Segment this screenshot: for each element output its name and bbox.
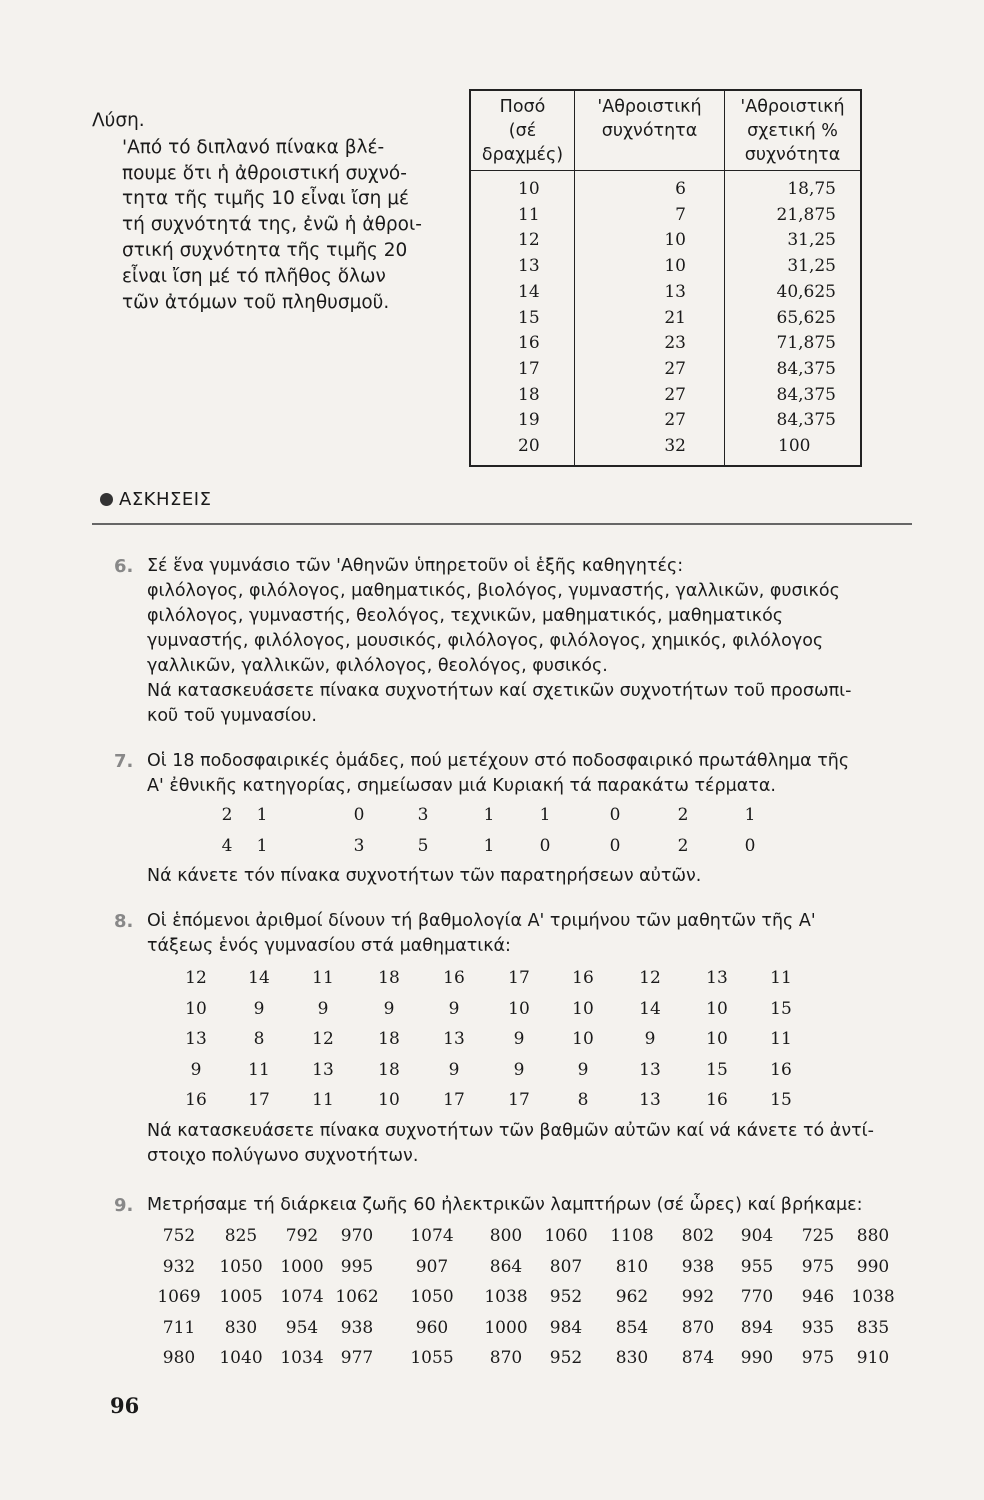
number-value: 10 — [706, 998, 728, 1019]
number-value: 12 — [185, 968, 207, 988]
solution-line: πουμε ὅτι ἡ ἀθροιστική συχνό- — [122, 162, 407, 184]
number-value: 13 — [639, 1059, 661, 1080]
table-cell: 19 — [470, 408, 575, 434]
number-value: 810 — [615, 1256, 649, 1277]
number-value: 1005 — [219, 1287, 263, 1307]
exercise-line: Μετρήσαμε τή διάρκεια ζωῆς 60 ἠλεκτρικῶν λαμπτήρων (σέ ὧρες) καί βρήκαμε: — [147, 1195, 863, 1215]
table-cell: 15 — [470, 306, 575, 332]
lamp-hours-row — [147, 1224, 914, 1255]
header-cumulative-relative-frequency: 'Αθροιστική σχετική % συχνότητα — [725, 90, 862, 171]
number-value: 980 — [162, 1348, 196, 1368]
number-value: 9 — [644, 1029, 656, 1049]
number-value: 2 — [221, 805, 233, 825]
number-value: 946 — [801, 1287, 835, 1307]
number-value: 16 — [443, 968, 465, 988]
number-value: 792 — [285, 1226, 319, 1246]
number-value: 10 — [572, 998, 594, 1019]
exercise-number: 7. — [114, 751, 134, 772]
number-value: 9 — [253, 998, 265, 1019]
number-value: 9 — [513, 1029, 525, 1049]
solution-line: τητα τῆς τιμῆς 10 εἶναι ἴση μέ — [122, 188, 410, 210]
number-value: 1055 — [410, 1348, 454, 1368]
table-cell: 13 — [575, 280, 725, 306]
number-value: 12 — [639, 968, 661, 988]
exercise-number: 6. — [114, 556, 134, 577]
number-value: 1060 — [544, 1226, 588, 1246]
table-row — [470, 171, 861, 203]
number-value: 907 — [415, 1256, 449, 1277]
exercise-number: 9. — [114, 1195, 134, 1216]
table-cell: 12 — [470, 228, 575, 254]
solution-line: στική συχνότητα τῆς τιμῆς 20 — [122, 239, 408, 261]
solution-line: εἶναι ἴση μέ τό πλῆθος ὅλων — [122, 265, 386, 287]
table-cell: 17 — [470, 357, 575, 383]
number-value: 13 — [706, 968, 728, 988]
number-value: 1038 — [851, 1287, 895, 1307]
number-value: 11 — [248, 1059, 270, 1080]
section-heading: ΑΣΚΗΣΕΙΣ — [100, 489, 211, 510]
number-value: 975 — [801, 1348, 835, 1368]
exercise-line: Νά κατασκευάσετε πίνακα συχνοτήτων τῶν βαθμῶν αὐτῶν καί νά κάνετε τό ἀντί- — [147, 1120, 874, 1141]
table-cell: 84,375 — [725, 408, 862, 434]
table-cell: 27 — [575, 408, 725, 434]
number-value: 725 — [801, 1226, 835, 1246]
number-value: 18 — [378, 1059, 400, 1080]
number-value: 14 — [639, 998, 661, 1019]
number-value: 15 — [770, 1090, 792, 1110]
table-cell: 10 — [470, 171, 575, 203]
number-value: 0 — [744, 835, 756, 856]
number-value: 825 — [224, 1226, 258, 1246]
number-value: 16 — [770, 1059, 792, 1080]
table-cell: 10 — [575, 254, 725, 280]
number-value: 9 — [448, 998, 460, 1019]
table-row — [470, 357, 861, 383]
number-value: 18 — [378, 1029, 400, 1049]
table-cell: 84,375 — [725, 383, 862, 409]
number-value: 11 — [770, 968, 792, 988]
number-value: 14 — [248, 968, 270, 988]
number-value: 1050 — [219, 1256, 263, 1277]
header-amount: Ποσό (σέ δραχμές) — [470, 90, 575, 171]
table-row — [470, 280, 861, 306]
exercise-line: τάξεως ἑνός γυμνασίου στά μαθηματικά: — [147, 936, 511, 956]
exercise-number: 8. — [114, 911, 134, 932]
number-value: 1050 — [410, 1287, 454, 1307]
number-value: 3 — [353, 835, 365, 856]
exercise-7 — [114, 749, 914, 889]
number-value: 1 — [483, 805, 495, 825]
number-value: 938 — [340, 1317, 374, 1338]
number-value: 11 — [770, 1029, 792, 1049]
number-value: 800 — [489, 1226, 523, 1246]
table-row — [470, 203, 861, 229]
number-value: 1 — [256, 835, 268, 856]
table-cell: 7 — [575, 203, 725, 229]
number-value: 938 — [681, 1256, 715, 1277]
number-value: 13 — [312, 1059, 334, 1080]
number-value: 15 — [706, 1059, 728, 1080]
number-value: 1 — [744, 805, 756, 825]
exercise-9 — [114, 1193, 914, 1377]
exercise-line: κοῦ τοῦ γυμνασίου. — [147, 706, 317, 726]
table-cell: 23 — [575, 331, 725, 357]
number-value: 10 — [706, 1029, 728, 1049]
exercise-line: φιλόλογος, φιλόλογος, μαθηματικός, βιολόγος, γυμναστής, γαλλικῶν, φυσικός — [147, 581, 840, 601]
exercise-6 — [114, 554, 914, 729]
number-value: 10 — [508, 998, 530, 1019]
number-value: 977 — [340, 1348, 374, 1368]
number-value: 970 — [340, 1226, 374, 1246]
number-value: 954 — [285, 1317, 319, 1338]
number-value: 835 — [856, 1317, 890, 1338]
number-value: 16 — [572, 968, 594, 988]
table-row — [470, 306, 861, 332]
number-value: 18 — [378, 968, 400, 988]
table-cell: 16 — [470, 331, 575, 357]
grades-row — [147, 1088, 914, 1119]
table-cell: 13 — [470, 254, 575, 280]
number-value: 854 — [615, 1317, 649, 1338]
number-value: 3 — [417, 805, 429, 825]
goals-row — [147, 834, 914, 865]
table-cell: 31,25 — [725, 254, 862, 280]
lamp-hours-row — [147, 1346, 914, 1377]
number-value: 960 — [415, 1317, 449, 1338]
number-value: 952 — [549, 1348, 583, 1368]
number-value: 874 — [681, 1348, 715, 1368]
number-value: 870 — [681, 1317, 715, 1338]
number-value: 962 — [615, 1287, 649, 1307]
number-value: 1108 — [610, 1226, 654, 1246]
table-cell: 20 — [470, 434, 575, 466]
number-value: 952 — [549, 1287, 583, 1307]
exercise-line: Α' ἐθνικῆς κατηγορίας, σημείωσαν μιά Κυριακή τά παρακάτω τέρματα. — [147, 776, 776, 796]
exercise-line: Οἱ 18 ποδοσφαιρικές ὁμάδες, πού μετέχουν στό ποδοσφαιρικό πρωτάθλημα τῆς — [147, 751, 850, 771]
number-value: 0 — [353, 805, 365, 825]
number-value: 935 — [801, 1317, 835, 1338]
number-value: 830 — [615, 1348, 649, 1368]
number-value: 17 — [443, 1090, 465, 1110]
table-cell: 27 — [575, 383, 725, 409]
lamp-hours-row — [147, 1255, 914, 1286]
number-value: 1 — [483, 835, 495, 856]
number-value: 1 — [256, 805, 268, 825]
table-row — [470, 331, 861, 357]
table-row — [470, 254, 861, 280]
section-divider — [92, 523, 912, 525]
solution-line: 'Από τό διπλανό πίνακα βλέ- — [122, 136, 385, 158]
number-value: 17 — [508, 968, 530, 988]
number-value: 11 — [312, 968, 334, 988]
number-value: 932 — [162, 1256, 196, 1277]
table-cell: 18 — [470, 383, 575, 409]
number-value: 1040 — [219, 1348, 263, 1368]
number-value: 0 — [539, 835, 551, 856]
number-value: 711 — [162, 1317, 196, 1338]
number-value: 904 — [740, 1226, 774, 1246]
number-value: 5 — [417, 835, 429, 856]
number-value: 10 — [185, 998, 207, 1019]
number-value: 8 — [577, 1090, 589, 1110]
number-value: 16 — [706, 1090, 728, 1110]
number-value: 8 — [253, 1029, 265, 1049]
number-value: 9 — [383, 998, 395, 1019]
table-cell: 32 — [575, 434, 725, 466]
number-value: 802 — [681, 1226, 715, 1246]
number-value: 2 — [677, 805, 689, 825]
number-value: 9 — [317, 998, 329, 1019]
table-row — [470, 408, 861, 434]
number-value: 1074 — [410, 1226, 454, 1246]
number-value: 1000 — [280, 1256, 324, 1277]
table-row — [470, 228, 861, 254]
number-value: 880 — [856, 1226, 890, 1246]
table-cell: 21 — [575, 306, 725, 332]
number-value: 13 — [639, 1090, 661, 1110]
header-cumulative-frequency: 'Αθροιστική συχνότητα — [575, 90, 725, 171]
number-value: 990 — [740, 1348, 774, 1368]
number-value: 992 — [681, 1287, 715, 1307]
number-value: 10 — [572, 1029, 594, 1049]
number-value: 9 — [513, 1059, 525, 1080]
goals-row — [147, 803, 914, 834]
lamp-hours-row — [147, 1285, 914, 1316]
number-value: 864 — [489, 1256, 523, 1277]
solution-line: τή συχνότητά της, ἐνῶ ἡ ἀθροι- — [122, 214, 422, 236]
table-row — [470, 434, 861, 466]
number-value: 9 — [190, 1059, 202, 1080]
number-value: 17 — [508, 1090, 530, 1110]
grades-row — [147, 1027, 914, 1058]
number-value: 1069 — [157, 1287, 201, 1307]
table-cell: 100 — [725, 434, 862, 466]
number-value: 770 — [740, 1287, 774, 1307]
table-cell: 18,75 — [725, 171, 862, 203]
exercise-line: Νά κάνετε τόν πίνακα συχνοτήτων τῶν παρατηρήσεων αὐτῶν. — [147, 866, 702, 886]
table-cell: 71,875 — [725, 331, 862, 357]
exercise-8 — [114, 909, 914, 1169]
number-value: 984 — [549, 1317, 583, 1338]
number-value: 1034 — [280, 1348, 324, 1368]
number-value: 752 — [162, 1226, 196, 1246]
number-value: 1000 — [484, 1317, 528, 1338]
number-value: 830 — [224, 1317, 258, 1338]
number-value: 0 — [609, 805, 621, 825]
solution-line: τῶν ἀτόμων τοῦ πληθυσμοῦ. — [122, 291, 390, 313]
solution-block — [92, 108, 452, 315]
number-value: 15 — [770, 998, 792, 1019]
number-value: 1038 — [484, 1287, 528, 1307]
exercise-line: γαλλικῶν, γαλλικῶν, φιλόλογος, θεολόγος, φυσικός. — [147, 656, 608, 676]
number-value: 1074 — [280, 1287, 324, 1307]
table-cell: 21,875 — [725, 203, 862, 229]
number-value: 13 — [185, 1029, 207, 1049]
solution-title: Λύση. — [92, 110, 145, 131]
number-value: 975 — [801, 1256, 835, 1277]
number-value: 10 — [378, 1090, 400, 1110]
number-value: 870 — [489, 1348, 523, 1368]
number-value: 9 — [577, 1059, 589, 1080]
cumulative-frequency-table — [469, 89, 862, 467]
number-value: 11 — [312, 1090, 334, 1110]
exercise-line: γυμναστής, φιλόλογος, μουσικός, φιλόλογος, φιλόλογος, χημικός, φιλόλογος — [147, 631, 824, 651]
table-cell: 10 — [575, 228, 725, 254]
number-value: 894 — [740, 1317, 774, 1338]
table-cell: 27 — [575, 357, 725, 383]
bullet-icon — [100, 493, 113, 506]
table-cell: 84,375 — [725, 357, 862, 383]
table-cell: 65,625 — [725, 306, 862, 332]
number-value: 16 — [185, 1090, 207, 1110]
grades-row — [147, 1058, 914, 1089]
exercise-line: Νά κατασκευάσετε πίνακα συχνοτήτων καί σχετικῶν συχνοτήτων τοῦ προσωπι- — [147, 681, 852, 701]
number-value: 9 — [448, 1059, 460, 1080]
lamp-hours-row — [147, 1316, 914, 1347]
number-value: 2 — [677, 835, 689, 856]
exercise-line: φιλόλογος, γυμναστής, θεολόγος, τεχνικῶν, μαθηματικός, μαθηματικός — [147, 606, 784, 626]
exercise-line: στοιχο πολύγωνο συχνοτήτων. — [147, 1145, 419, 1166]
number-value: 4 — [221, 835, 233, 856]
table-cell: 11 — [470, 203, 575, 229]
number-value: 1062 — [335, 1287, 379, 1307]
table-row — [470, 383, 861, 409]
table-cell: 14 — [470, 280, 575, 306]
number-value: 995 — [340, 1256, 374, 1277]
number-value: 910 — [856, 1348, 890, 1368]
table-cell: 31,25 — [725, 228, 862, 254]
number-value: 17 — [248, 1090, 270, 1110]
table-cell: 6 — [575, 171, 725, 203]
number-value: 955 — [740, 1256, 774, 1277]
solution-text — [92, 135, 452, 316]
page-number: 96 — [110, 1393, 140, 1418]
number-value: 0 — [609, 835, 621, 856]
exercise-line: Οἱ ἑπόμενοι ἀριθμοί δίνουν τή βαθμολογία Α' τριμήνου τῶν μαθητῶν τῆς Α' — [147, 911, 816, 931]
number-value: 13 — [443, 1029, 465, 1049]
grades-row — [147, 966, 914, 997]
number-value: 807 — [549, 1256, 583, 1277]
grades-row — [147, 997, 914, 1028]
number-value: 990 — [856, 1256, 890, 1277]
exercise-line: Σέ ἕνα γυμνάσιο τῶν 'Αθηνῶν ὑπηρετοῦν οἱ ἑξῆς καθηγητές: — [147, 556, 684, 576]
number-value: 12 — [312, 1029, 334, 1049]
table-cell: 40,625 — [725, 280, 862, 306]
number-value: 1 — [539, 805, 551, 825]
